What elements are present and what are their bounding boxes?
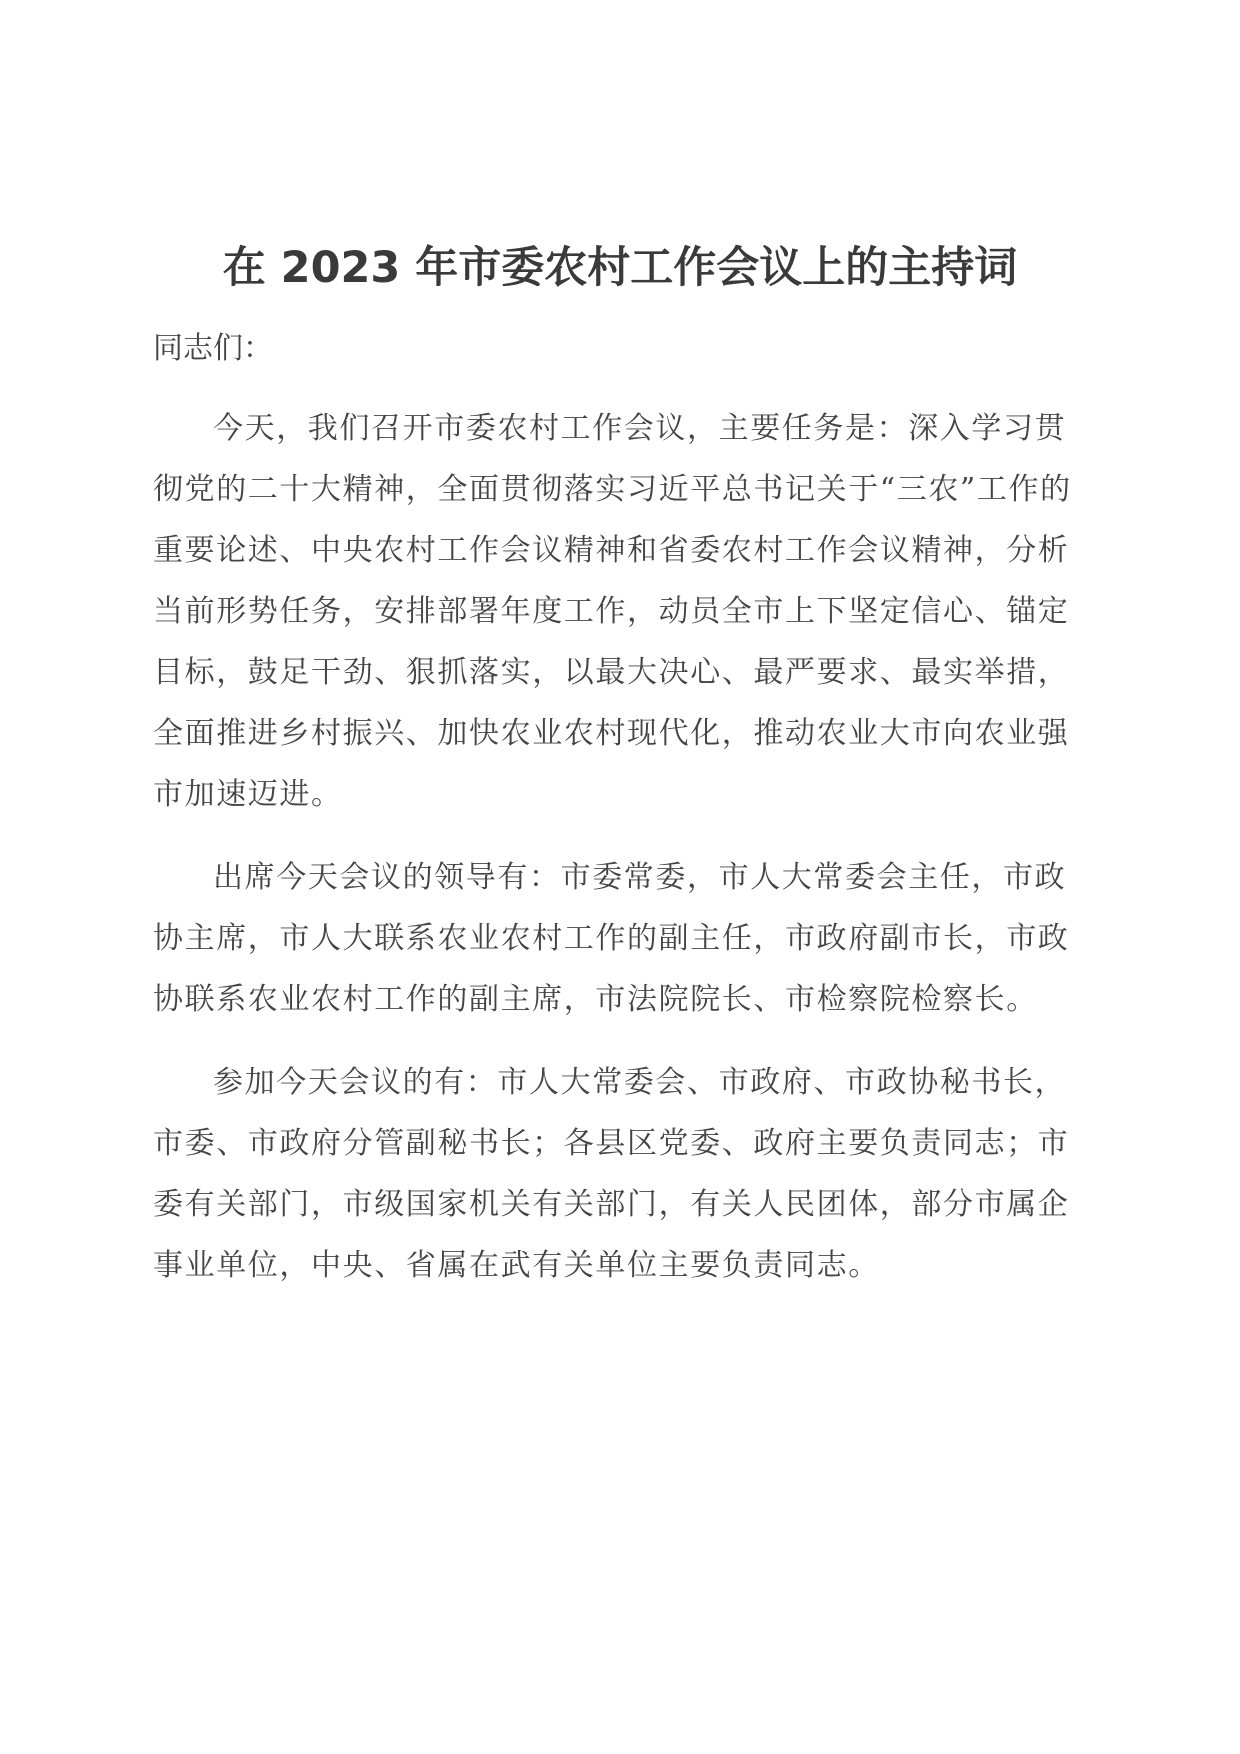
document-body xyxy=(153,318,1093,1296)
paragraph-meeting-purpose: 今天，我们召开市委农村工作会议，主要任务是：深入学习贯彻党的二十大精神，全面贯彻落实习近平总书记关于“三农”工作的重要论述、中央农村工作会议精神和省委农村工作会议精神，分析当前形势任务，安排部署年度工作，动员全市上下坚定信心、锚定目标，鼓足干劲、狠抓落实，以最大决心、最严要求、最实举措，全面推进乡村振兴、加快农业农村现代化，推动农业大市向农业强市加速迈进。 xyxy=(153,411,1072,812)
paragraph-attending-leaders: 出席今天会议的领导有：市委常委，市人大常委会主任，市政协主席，市人大联系农业农村工作的副主任，市政府副市长，市政协联系农业农村工作的副主席，市法院院长、市检察院检察长。 xyxy=(153,860,1070,1017)
document-title: 在 2023 年市委农村工作会议上的主持词 xyxy=(222,243,1018,293)
salutation: 同志们： xyxy=(153,331,273,366)
paragraph-participants: 参加今天会议的有：市人大常委会、市政府、市政协秘书长，市委、市政府分管副秘书长；各县区党委、政府主要负责同志；市委有关部门，市级国家机关有关部门，有关人民团体，部分市属企事业单位，中央、省属在武有关单位主要负责同志。 xyxy=(153,1065,1070,1283)
